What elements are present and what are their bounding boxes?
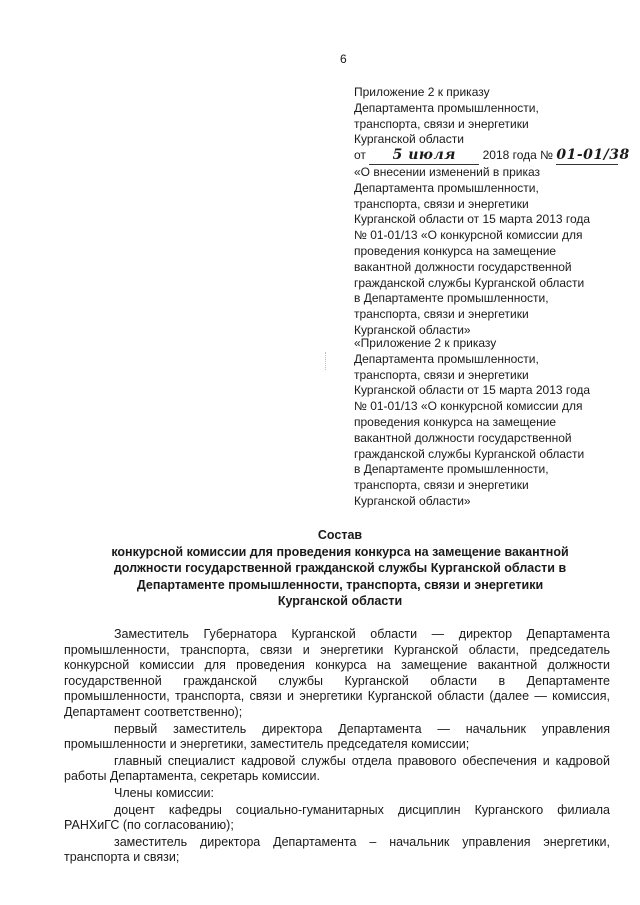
quote-line: Курганской области от 15 марта 2013 года	[354, 383, 591, 398]
amendment-line: в Департаменте промышленности,	[354, 291, 549, 306]
quote-line: Департамента промышленности,	[354, 351, 539, 366]
amendment-line: транспорта, связи и энергетики	[354, 196, 529, 211]
title-heading: Состав	[317, 528, 363, 542]
quote-line: в Департаменте промышленности,	[354, 462, 549, 477]
title-line: Департаменте промышленности, транспорта, связи и энергетики	[136, 577, 544, 592]
title-line: должности государственной гражданской службы Курганской области в	[113, 561, 567, 575]
amendment-line: «О внесении изменений в приказ	[354, 164, 540, 179]
paragraph-members-heading: Члены комиссии:	[114, 785, 215, 800]
quote-line: транспорта, связи и энергетики	[354, 367, 529, 382]
title-line: Курганской области	[277, 594, 403, 608]
handwritten-number: 01-01/38	[556, 147, 630, 164]
appendix-quote	[354, 336, 640, 510]
paragraph-secretary: главный специалист кадровой службы отдела правового обеспечения и кадровой работы Департамента, секретарь комиссии.	[64, 753, 610, 784]
amendment-line: Курганской области от 15 марта 2013 года	[354, 212, 591, 227]
amendment-line: гражданской службы Курганской области	[354, 275, 585, 290]
handwritten-date: 5 июля	[369, 148, 479, 165]
appendix-header	[354, 85, 640, 339]
quote-line: транспорта, связи и энергетики	[354, 478, 529, 493]
appendix-line: Приложение 2 к приказу	[354, 85, 490, 99]
amendment-line: № 01-01/13 «О конкурсной комиссии для	[354, 228, 583, 243]
quote-line: № 01-01/13 «О конкурсной комиссии для	[354, 399, 583, 414]
amendment-line: проведения конкурса на замещение	[354, 243, 557, 258]
scan-mark	[325, 352, 327, 370]
quote-line: гражданской службы Курганской области	[354, 446, 585, 461]
document-title	[60, 527, 620, 610]
paragraph-chairman: Заместитель Губернатора Курганской области — директор Департамента промышленности, транспорта, связи и энергетики Курганской области, председатель конкурсной комиссии для проведения конкурса на замещение вакантной должности государственной гражданской службы Курганской области в Департаменте промышленности, транспорта, связи и энергетики Курганской области (далее — комиссия, Департамент соответственно);	[64, 627, 610, 719]
quote-line: вакантной должности государственной	[354, 430, 572, 445]
amendment-line: Департамента промышленности,	[354, 180, 539, 195]
amendment-line: транспорта, связи и энергетики	[354, 307, 529, 322]
date-prefix: от	[354, 148, 366, 163]
amendment-line: вакантной должности государственной	[354, 259, 572, 274]
paragraph-deputy: первый заместитель директора Департамента — начальник управления промышленности и энергетики, заместитель председателя комиссии;	[64, 721, 610, 752]
title-line: конкурсной комиссии для проведения конкурса на замещение вакантной	[111, 544, 569, 559]
quote-line: Курганской области»	[354, 493, 471, 508]
appendix-line: транспорта, связи и энергетики	[354, 116, 529, 131]
date-year: 2018 года №	[482, 148, 554, 163]
appendix-line: Департамента промышленности,	[354, 100, 539, 115]
page-number: 6	[340, 52, 347, 66]
paragraph-member: доцент кафедры социально-гуманитарных дисциплин Курганского филиала РАНХиГС (по согласованию);	[64, 802, 610, 833]
quote-line: проведения конкурса на замещение	[354, 414, 557, 429]
paragraph-member: заместитель директора Департамента – начальник управления энергетики, транспорта и связи;	[64, 834, 610, 865]
date-line	[354, 148, 640, 165]
appendix-line: Курганской области	[354, 132, 464, 147]
amendment-line: Курганской области»	[354, 322, 471, 337]
quote-line: «Приложение 2 к приказу	[354, 336, 497, 350]
document-body	[64, 627, 610, 867]
